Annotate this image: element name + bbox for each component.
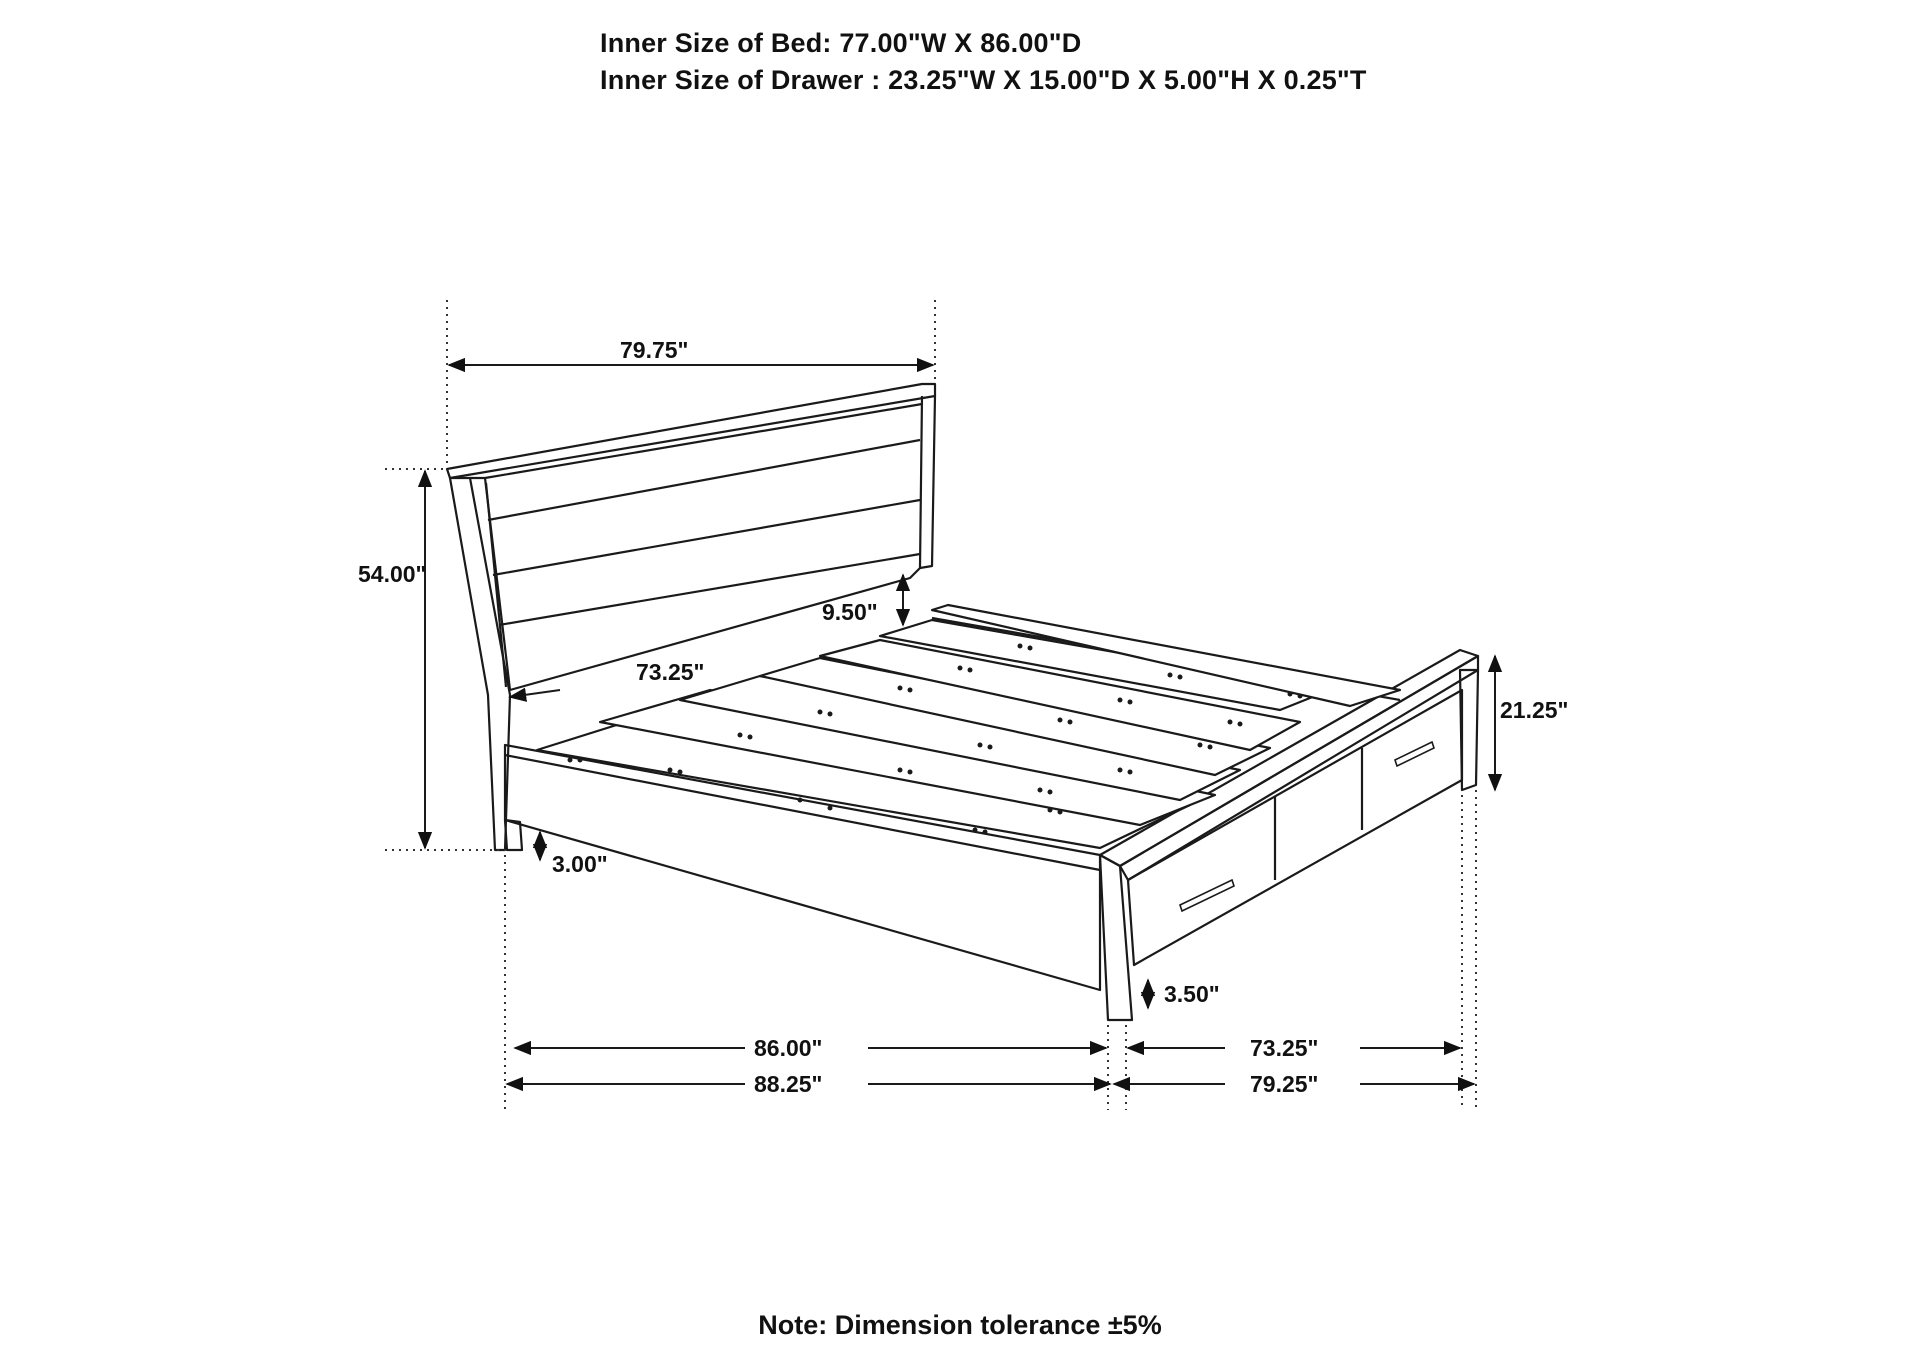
label-headboard-gap: 9.50" bbox=[822, 599, 878, 625]
label-inner-width-rear: 73.25" bbox=[636, 659, 705, 685]
label-headboard-height: 54.00" bbox=[358, 561, 427, 587]
inner-drawer-size: Inner Size of Drawer : 23.25"W X 15.00"D X 5.00"H X 0.25"T bbox=[600, 65, 1367, 95]
inner-bed-size: Inner Size of Bed: 77.00"W X 86.00"D bbox=[600, 28, 1082, 58]
label-overall-length: 88.25" bbox=[754, 1071, 823, 1097]
label-inner-length: 86.00" bbox=[754, 1035, 823, 1061]
label-inner-width-front: 73.25" bbox=[1250, 1035, 1319, 1061]
label-headboard-width: 79.75" bbox=[620, 337, 689, 363]
label-leg-rear: 3.00" bbox=[552, 851, 608, 877]
dim-line-inner-width-rear bbox=[510, 690, 560, 697]
label-leg-front: 3.50" bbox=[1164, 981, 1220, 1007]
tolerance-note: Note: Dimension tolerance ±5% bbox=[758, 1310, 1162, 1340]
label-footboard-height: 21.25" bbox=[1500, 697, 1569, 723]
slats bbox=[537, 605, 1400, 848]
label-overall-width: 79.25" bbox=[1250, 1071, 1319, 1097]
